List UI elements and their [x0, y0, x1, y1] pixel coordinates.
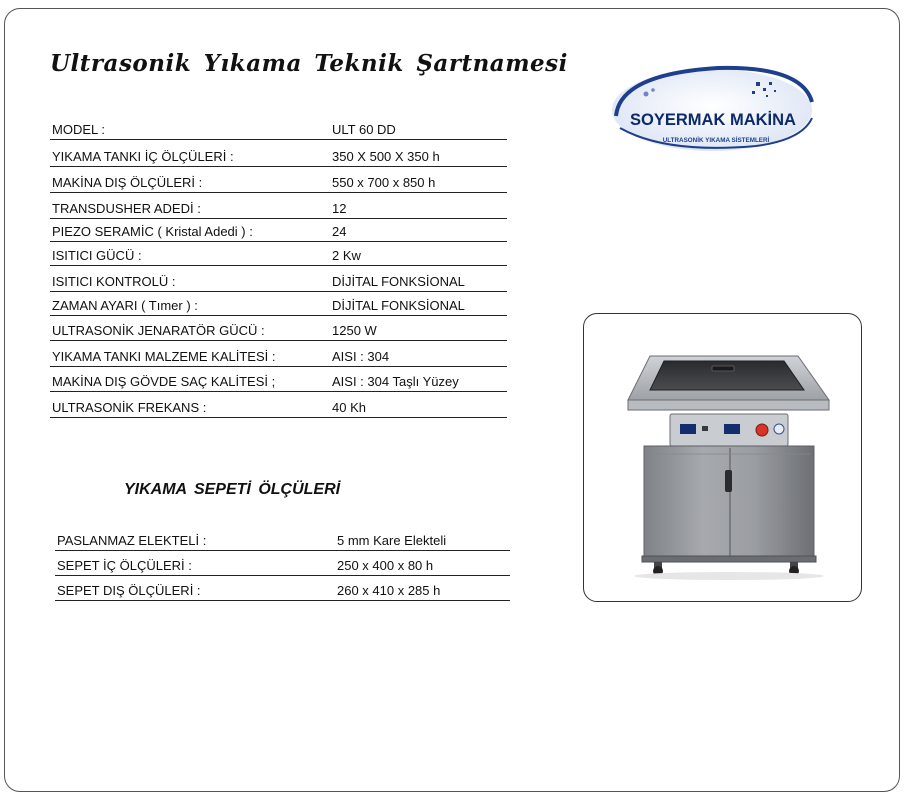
spec-value: 550 x 700 x 850 h: [332, 175, 436, 190]
lid-handle-icon: [712, 366, 734, 371]
spec-value: 12: [332, 201, 347, 216]
spec-label: TRANSDUSHER ADEDİ :: [52, 201, 201, 216]
logo-brand: SOYERMAK MAKİNA: [630, 111, 796, 129]
spec-label: YIKAMA TANKI İÇ ÖLÇÜLERİ :: [52, 149, 234, 164]
spec-row-machine-outer: [50, 174, 507, 193]
spec-row-heater-power: [50, 247, 507, 266]
basket-label: SEPET DIŞ ÖLÇÜLERİ :: [57, 583, 201, 598]
spec-row-timer: [50, 297, 507, 316]
product-photo: [583, 313, 862, 602]
logo-badge-icon: [774, 424, 784, 434]
spec-label: ISITICI GÜCÜ :: [52, 248, 142, 263]
basket-value: 260 x 410 x 285 h: [337, 583, 441, 598]
spec-label: ISITICI KONTROLÜ :: [52, 274, 176, 289]
ultrasonic-cleaner-illustration: [584, 314, 862, 602]
spec-label: MAKİNA DIŞ GÖVDE SAÇ KALİTESİ ;: [52, 374, 276, 389]
company-logo: [606, 58, 820, 158]
spec-row-transducer-count: [50, 200, 507, 219]
power-switch-icon: [756, 424, 768, 436]
door-handle-icon: [725, 470, 732, 492]
logo-tagline: ULTRASONİK YIKAMA SİSTEMLERİ: [662, 137, 770, 144]
page-title: Ultrasonik Yıkama Teknik Şartnamesi: [50, 50, 568, 77]
spec-value: 2 Kw: [332, 248, 361, 263]
display-icon: [680, 424, 696, 434]
spec-value: DİJİTAL FONKSİONAL: [332, 298, 465, 313]
spec-label: ULTRASONİK FREKANS :: [52, 400, 207, 415]
basket-label: PASLANMAZ ELEKTELİ :: [57, 533, 207, 548]
basket-row-mesh: [55, 532, 510, 551]
spec-value: DİJİTAL FONKSİONAL: [332, 274, 465, 289]
spec-row-model: [50, 121, 507, 140]
spec-label: ULTRASONİK JENARATÖR GÜCÜ :: [52, 323, 265, 338]
spec-label: YIKAMA TANKI MALZEME KALİTESİ :: [52, 349, 276, 364]
spec-row-frequency: [50, 399, 507, 418]
spec-row-body-material: [50, 373, 507, 392]
spec-value: 1250 W: [332, 323, 377, 338]
spec-row-generator-power: [50, 322, 507, 341]
spec-label: ZAMAN AYARI ( Tımer ) :: [52, 298, 198, 313]
basket-label: SEPET İÇ ÖLÇÜLERİ :: [57, 558, 192, 573]
spec-value: 350 X 500 X 350 h: [332, 149, 440, 164]
basket-value: 250 x 400 x 80 h: [337, 558, 434, 573]
spec-value: 24: [332, 224, 347, 239]
spec-label: MODEL :: [52, 122, 105, 137]
spec-row-heater-control: [50, 273, 507, 292]
basket-row-inner: [55, 557, 510, 576]
basket-value: 5 mm Kare Elekteli: [337, 533, 447, 548]
spec-row-tank-material: [50, 348, 507, 367]
basket-row-outer: [55, 582, 510, 601]
spec-row-piezo-ceramic: [50, 223, 507, 242]
spec-label: MAKİNA DIŞ ÖLÇÜLERİ :: [52, 175, 203, 190]
spec-label: PIEZO SERAMİC ( Kristal Adedi ) :: [52, 224, 253, 239]
spec-row-tank-inner: [50, 148, 507, 167]
spec-value: AISI : 304 Taşlı Yüzey: [332, 374, 459, 389]
spec-value: 40 Kh: [332, 400, 366, 415]
spec-value: ULT 60 DD: [332, 122, 396, 137]
display-icon: [724, 424, 740, 434]
basket-section-title: YIKAMA SEPETİ ÖLÇÜLERİ: [124, 481, 341, 498]
spec-value: AISI : 304: [332, 349, 390, 364]
